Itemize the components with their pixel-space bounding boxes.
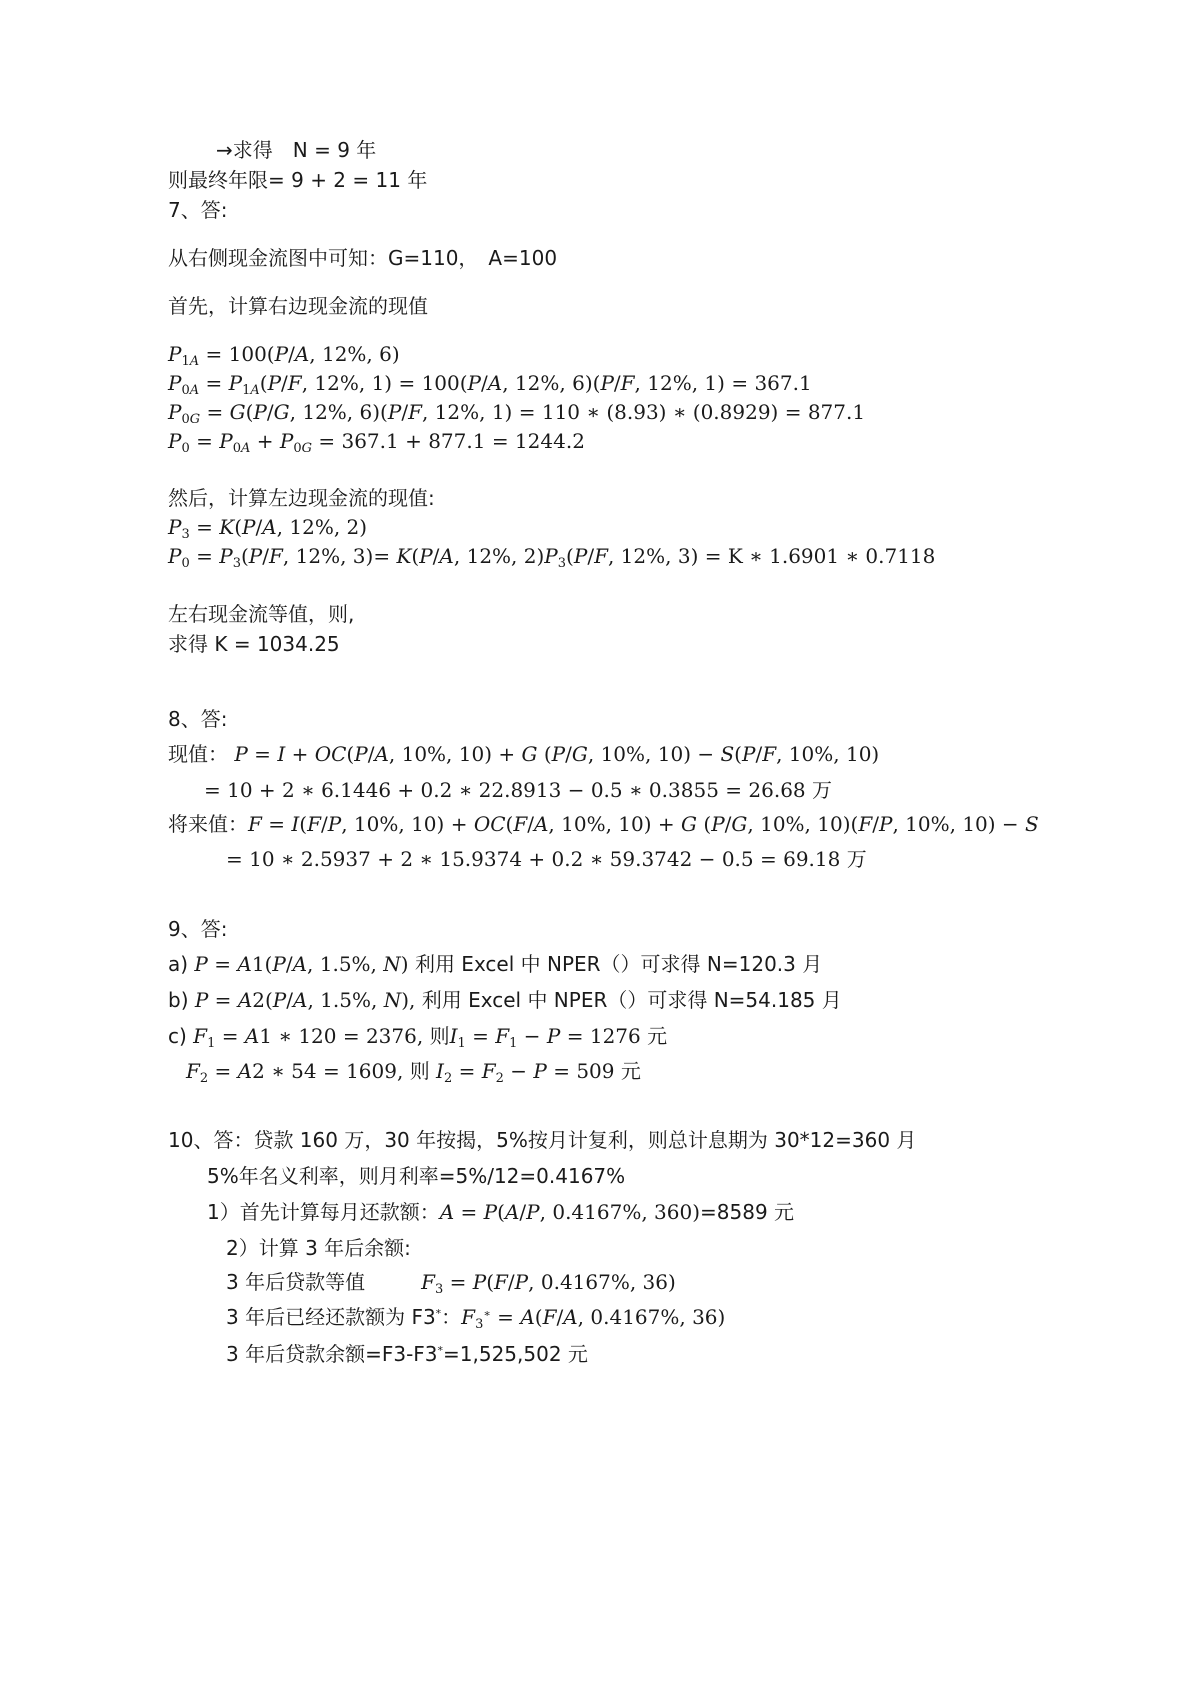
q10-step1-value: =8589 元 (700, 1200, 795, 1224)
q10-step1: 1）首先计算每月还款额：A = P(A/P, 0.4167%, 360)=8589 元 (207, 1200, 795, 1224)
q7-step1: 首先，计算右边现金流的现值 (168, 294, 428, 318)
q9-a-label: a) (168, 952, 189, 976)
q10-step1-label: 1）首先计算每月还款额： (207, 1200, 440, 1224)
eq-p0: $P_0 = P_{0A} + P_{0G} = 367.1 + 877.1 = 1244.2$ (168, 429, 585, 456)
q9-a-text: 利用 Excel 中 NPER（）可求得 N=120.3 月 (414, 952, 823, 976)
q10-paid-sep: ： (441, 1305, 462, 1329)
q10-step2: 2）计算 3 年后余额: (226, 1236, 411, 1260)
q8-fv-unit: 万 (846, 847, 867, 871)
q9-c-label: c) (168, 1024, 187, 1048)
q8-fv-value: = 10 ∗ 2.5937 + 2 ∗ 15.9374 + 0.2 ∗ 59.3742 − 0.5 = 69.18 (226, 847, 841, 871)
q7-heading: 7、答: (168, 198, 228, 222)
q9-a: a) P = A1(P/A, 1.5%, N) 利用 Excel 中 NPER（）可求得 N=120.3 月 (168, 952, 823, 976)
eq-p0a: $P_{0A} = P_{1A}(P/F$, 12%, 1) = 100(P/A, 12%, 6)(P/F, 12%, 1) = 367.1 (168, 371, 812, 398)
q10-heading: 10、答：贷款 160 万，30 年按揭，5%按月计复利，则总计息期为 30*12=360 月 (168, 1128, 917, 1152)
q9-b-text: 利用 Excel 中 NPER（）可求得 N=54.185 月 (421, 988, 842, 1012)
q10-paid-label: 3 年后已经还款额为 F3 (226, 1305, 436, 1329)
q10-paid: 3 年后已经还款额为 F3*：$F_3^∗ = A(F/A$, 0.4167%, 36) (226, 1305, 726, 1332)
q8-fv-label: 将来值： (168, 812, 248, 836)
eq-p0g-value: = 110 ∗ (8.93) ∗ (0.8929) = 877.1 (518, 400, 866, 424)
eq-p0g: $P_{0G} = G(P/G$, 12%, 6)(P/F, 12%, 1) = 110 ∗ (8.93) ∗ (0.8929) = 877.1 (168, 400, 866, 427)
eq-p1a: $P_{1A} = 100(P/A$, 12%, 6) (168, 342, 400, 369)
eq-p0-value: = 367.1 + 877.1 = 1244.2 (318, 429, 585, 453)
q8-pv: 现值： P = I + OC(P/A, 10%, 10) + G (P/G, 10%, 10) − S(P/F, 10%, 10) (168, 742, 880, 766)
q9-heading: 9、答: (168, 917, 228, 941)
eq-k-value: = K ∗ 1.6901 ∗ 0.7118 (704, 544, 936, 568)
q6-arrow-result: →求得 N = 9 年 (216, 138, 377, 162)
q9-c-then: 则 (429, 1024, 450, 1048)
q8-pv-value: = 10 + 2 ∗ 6.1446 + 0.2 ∗ 22.8913 − 0.5 ∗ 0.3855 = 26.68 (204, 778, 806, 802)
q9-b: b) P = A2(P/A, 1.5%, N), 利用 Excel 中 NPER（）可求得 N=54.185 月 (168, 988, 842, 1012)
q9-b-label: b) (168, 988, 189, 1012)
q10-f3-label: 3 年后贷款等值 (226, 1270, 366, 1294)
q6-final-years: 则最终年限= 9 + 2 = 11 年 (168, 168, 428, 192)
eq-p0-left: $P_0 = P_3(P/F$, 12%, 3)= K(P/A, 12%, $2)P_3(P/F$, 12%, 3) = K ∗ 1.6901 ∗ 0.7118 (168, 544, 936, 571)
q9-c2: $F_2 = A2$ ∗ 54 = 1609, 则 $I_2 = F_2 - P = 509$ 元 (186, 1059, 641, 1086)
eq-p3: $P_3 = K(P/A$, 12%, 2) (168, 515, 368, 542)
q8-fv: 将来值：F = I(F/P, 10%, 10) + OC(F/A, 10%, 10) + G (P/G, 10%, 10)(F/P, 10%, 10) − S (168, 812, 1039, 836)
q10-balance: 3 年后贷款余额=F3-F3*=1,525,502 元 (226, 1342, 588, 1366)
q7-given: 从右侧现金流图中可知：G=110， A=100 (168, 246, 558, 270)
q7-equal: 左右现金流等值，则, (168, 602, 355, 626)
q10-balance-value: =1,525,502 元 (443, 1342, 588, 1366)
q10-balance-label: 3 年后贷款余额=F3-F3 (226, 1342, 438, 1366)
q9-c2-then: 则 (409, 1059, 430, 1083)
q8-pv-line2 (204, 776, 832, 804)
q7-result: 求得 K = 1034.25 (168, 632, 340, 656)
q9-c: c) $F_1 = A1$ ∗ 120 = 2376, 则$I_1 = F_1 - P = 1276$ 元 (168, 1024, 668, 1051)
q8-heading: 8、答: (168, 707, 228, 731)
eq-p0a-value: = 367.1 (731, 371, 812, 395)
q10-f3: 3 年后贷款等值 $F_3 = P(F/P$, 0.4167%, 36) (226, 1270, 676, 1297)
q9-c-unit: 元 (647, 1024, 668, 1048)
q8-fv-line2 (226, 845, 867, 873)
q7-step2: 然后，计算左边现金流的现值: (168, 486, 435, 510)
q8-pv-label: 现值： (168, 742, 228, 766)
q10-rate: 5%年名义利率，则月利率=5%/12=0.4167% (207, 1164, 626, 1188)
q9-c2-unit: 元 (620, 1059, 641, 1083)
q8-pv-unit: 万 (812, 778, 832, 802)
